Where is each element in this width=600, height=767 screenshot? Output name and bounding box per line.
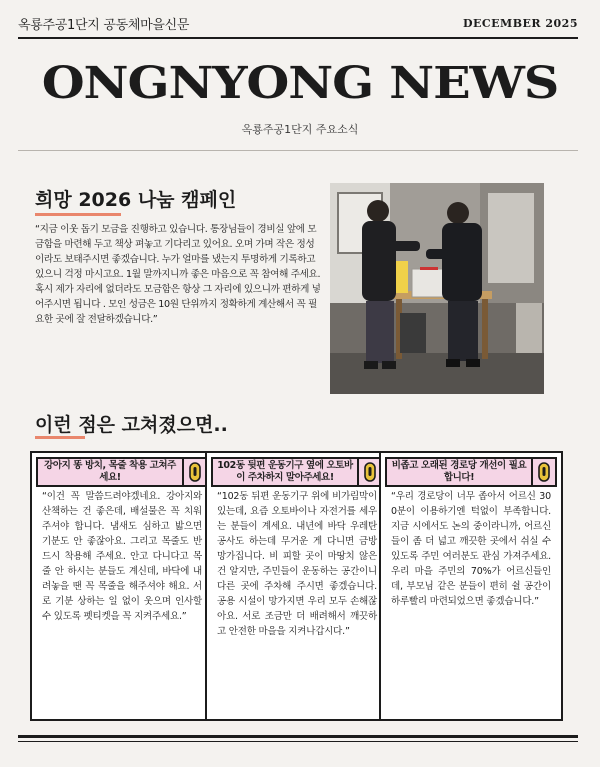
card-title: 비좁고 오래된 경로당 개선이 필요합니다! — [391, 460, 527, 483]
top-bar — [18, 12, 578, 34]
masthead-title: ONGNYONG NEWS — [41, 58, 559, 109]
headline-underline — [35, 213, 121, 216]
feedback-card-dog — [30, 451, 214, 721]
masthead-subtitle: 옥룡주공1단지 주요소식 — [241, 123, 359, 136]
card-title: 강아지 똥 방치, 목줄 착용 고쳐주세요! — [44, 460, 176, 483]
card-header — [385, 457, 557, 487]
feedback-headline: 이런 점은 고쳐졌으면.. — [35, 414, 228, 436]
campaign-headline: 희망 2026 나눔 캠페인 — [35, 189, 237, 211]
masthead-divider — [18, 150, 578, 151]
headline-underline — [35, 436, 85, 439]
feedback-card-motorcycle — [205, 451, 389, 721]
footer-divider-thin — [18, 741, 578, 742]
card-header — [36, 457, 208, 487]
newspaper-name: 옥룡주공1단지 공동체마을신문 — [18, 17, 190, 33]
footer-divider-thick — [18, 735, 578, 738]
lock-icon — [531, 459, 555, 485]
card-body-text: “우리 경로당이 너무 좁아서 어르신 300분이 이용하기엔 턱없이 부족합니다. 지금 시에서도 논의 중이라니까, 어르신들이 좀 더 넓고 깨끗한 곳에서 쉬실 수 있도록 주민 여러분도 관심 가져주세요. 우리 마을 주민의 70%가 어르신들인데, 부모님 같은 분들이 편히 쉴 공간이 하루빨리 마련되었으면 좋겠습니다.” — [391, 491, 551, 607]
card-body-text: “이건 꼭 말씀드려야겠네요. 강아지와 산책하는 건 좋은데, 배설물은 꼭 치워주셔야 합니다. 냄새도 심하고 밟으면 기분도 안 좋잖아요. 그리고 목줄도 반드시 착용해 주세요. 안고 다니다고 목줄 안 하시는 분들도 계신데, 바닥에 내려놓을 땐 꼭 목줄을 해주셔야 해요. 서로 기분 상하는 일 없이 웃으며 인사할 수 있도록 펫티켓을 꼭 지켜주세요.” — [42, 491, 202, 622]
feedback-card-senior-center — [379, 451, 563, 721]
issue-date: DECEMBER 2025 — [462, 16, 578, 30]
card-body-text: “102동 뒤편 운동기구 위에 비가림막이 있는데, 요즘 오토바이나 자전거를 세우는 분들이 계세요. 내년에 바닥 우레탄 공사도 하는데 무거운 게 다니면 금방 망가집니다. 비 피할 곳이 마땅치 않은 건 알지만, 주민들이 운동하는 공간이니 다른 곳에 주차해 주시면 좋겠습니다. 공용 시설이 망가지면 우리 모두 손해잖아요. 서로 조금만 더 배려해서 깨끗하고 안전한 마을을 지켜나갑시다.” — [217, 491, 377, 637]
top-divider — [18, 37, 578, 39]
campaign-body-text: “지금 이웃 돕기 모금을 진행하고 있습니다. 통장님들이 경비실 앞에 모금함을 마련해 두고 책상 펴놓고 기다리고 있어요. 오며 가며 작은 정성이라도 보태주시면 좋겠습니다. 누가 얼마를 냈는지 투명하게 기록하고 있으니 걱정 마시고요. 1월 말까지니까 좋은 마음으로 꼭 참여해 주세요. 혹시 제가 자리에 없더라도 모금함은 항상 그 자리에 있으니까 편하게 넣어주시면 됩니다 . 모인 성금은 10원 단위까지 정확하게 계산해서 꼭 필요한 곳에 잘 전달하겠습니다.” — [35, 224, 321, 325]
lock-icon — [182, 459, 206, 485]
lock-icon — [357, 459, 381, 485]
card-header — [211, 457, 383, 487]
card-title: 102동 뒷편 운동기구 옆에 오토바이 주차하지 말아주세요! — [217, 460, 353, 483]
donation-photo — [330, 183, 544, 394]
